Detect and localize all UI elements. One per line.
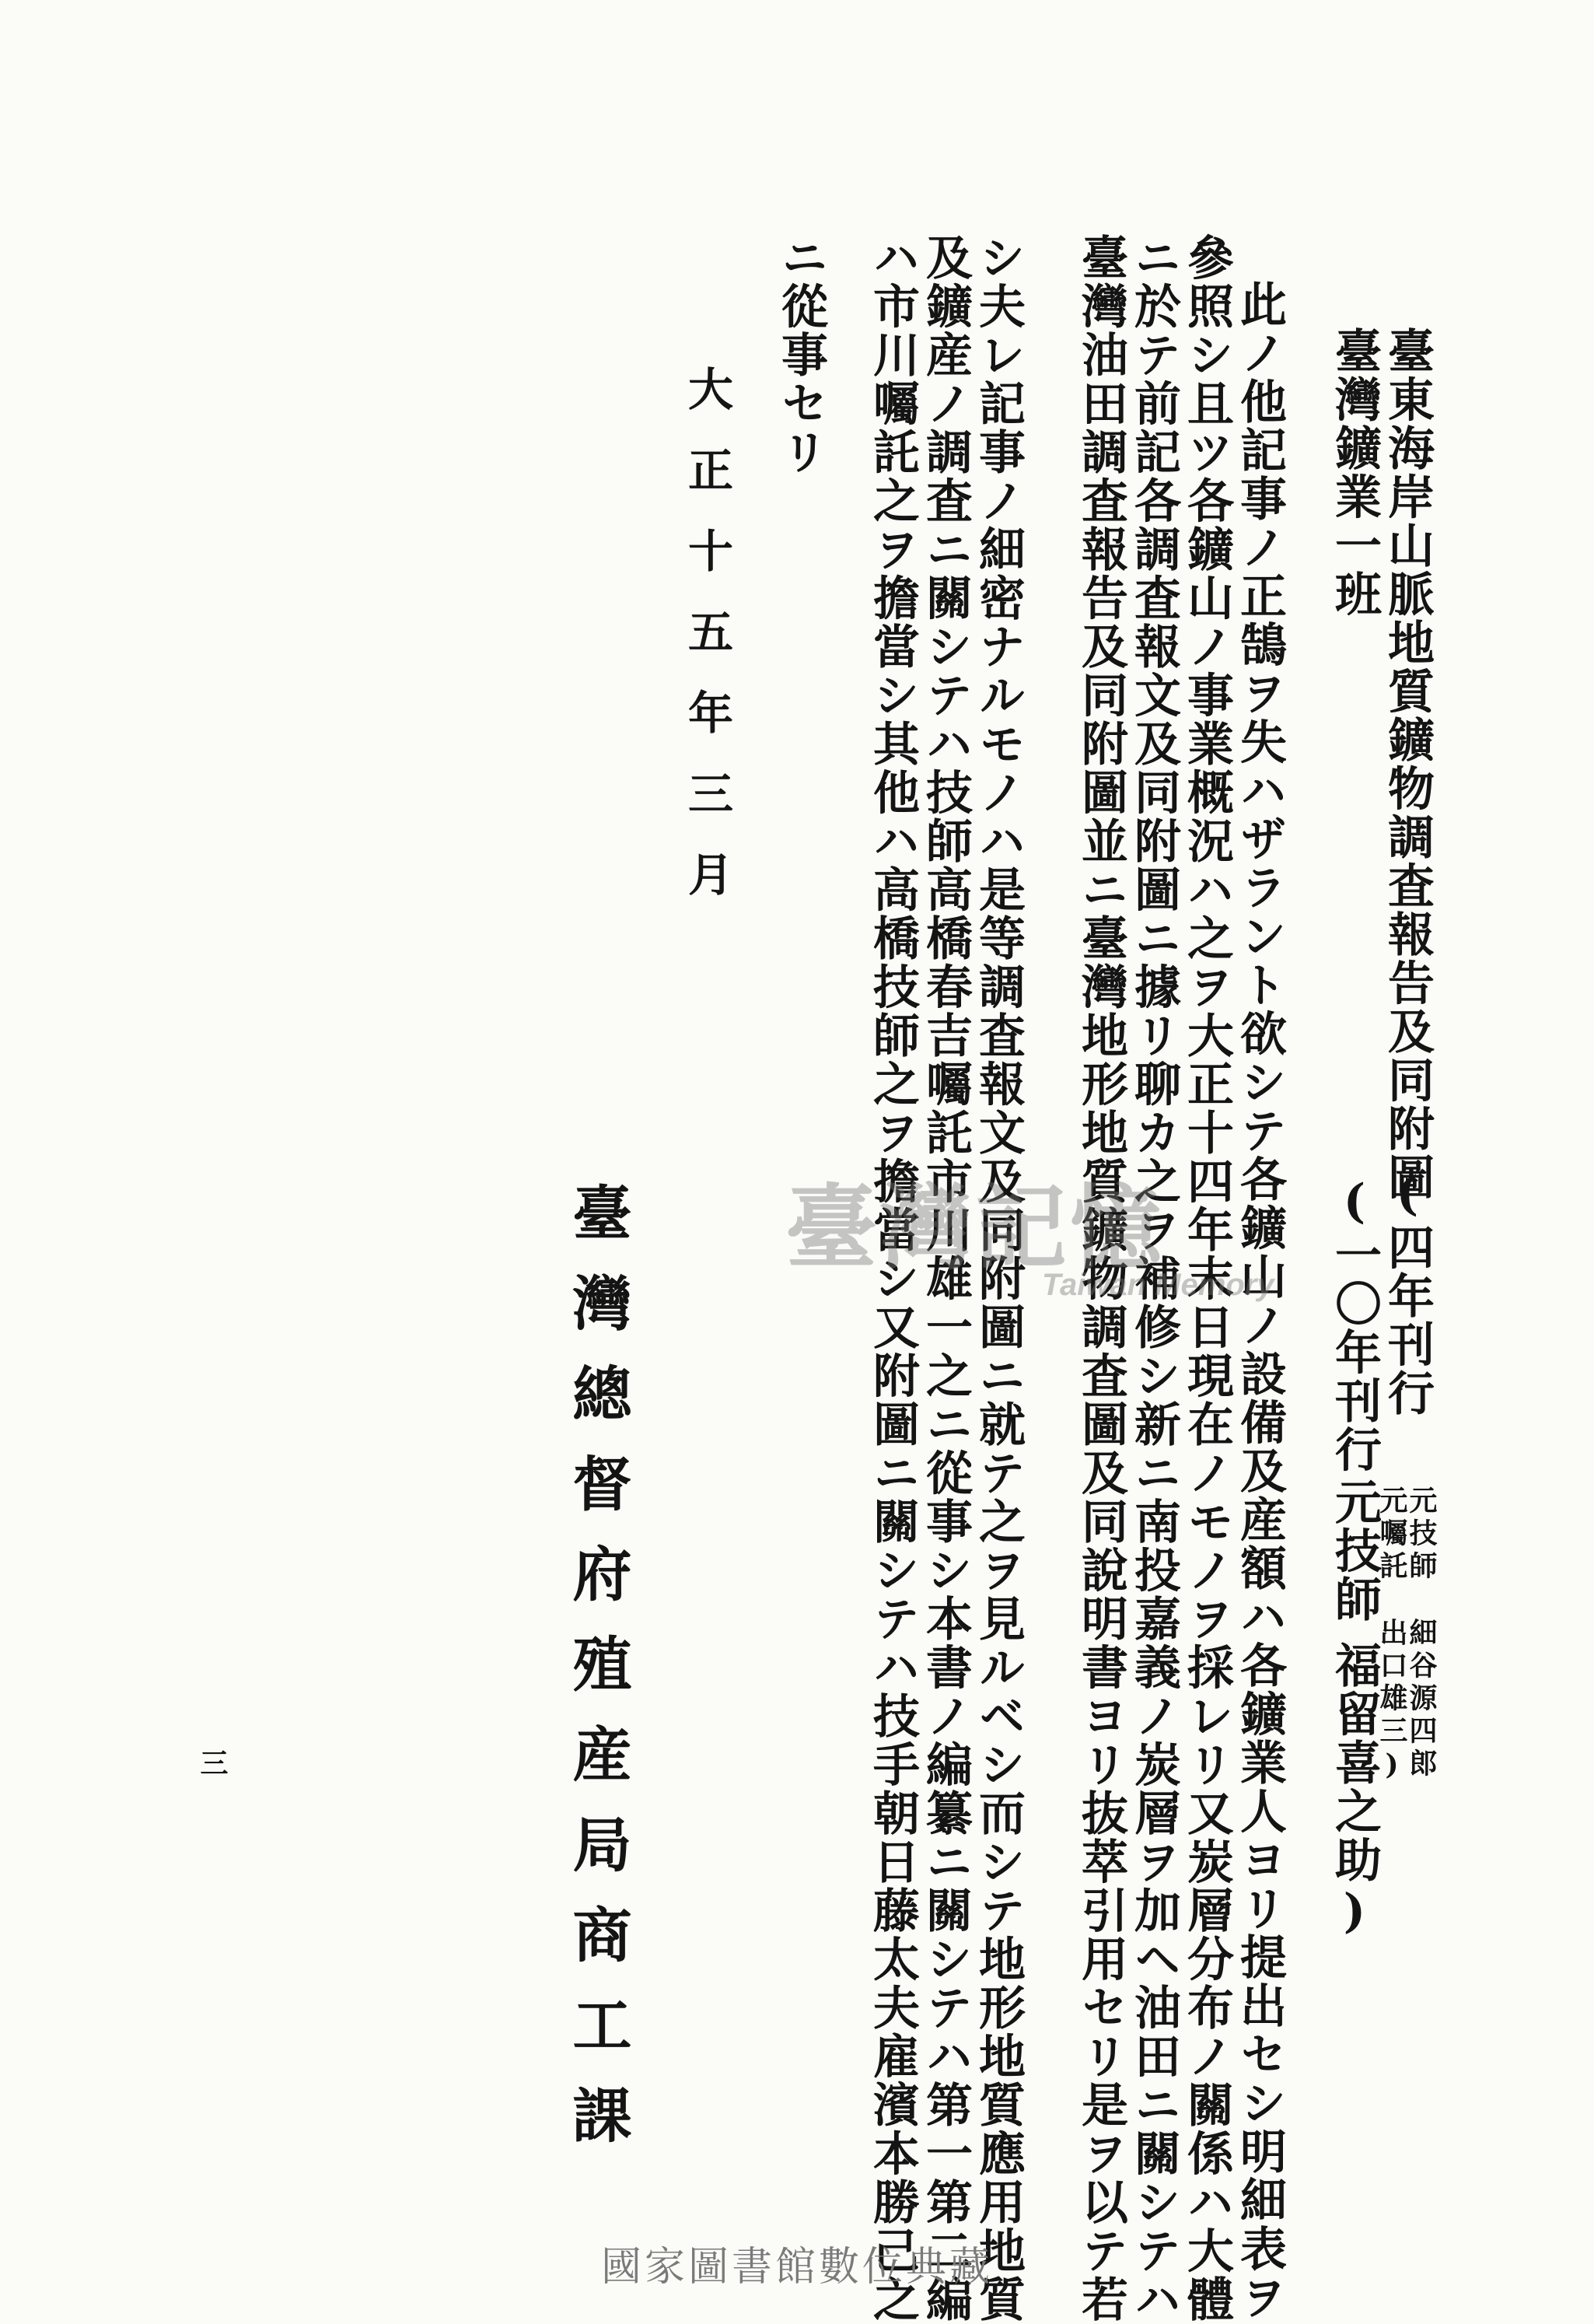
issuing-office: 臺灣總督府殖産局商工課 — [563, 1182, 632, 2175]
text-column-1: 臺東海岸山脈地質鑛物調査報告及同附圖 — [1380, 327, 1435, 1202]
text-column-8: 及鑛産ノ調査ニ關シテハ技師高橋春吉囑託市川雄一之ニ從事シ本書ノ編纂ニ關シテハ第一第二編 — [918, 233, 973, 2324]
watermark-english: Taiwan Memory — [1042, 1268, 1274, 1302]
text-column-10: ニ從事セリ — [774, 233, 828, 477]
reference-1-author2-role: 元囑託 — [1376, 1486, 1408, 1584]
publication-date: 大正十五年三月 — [680, 366, 733, 932]
footer-collection-label: 國家圖書館數位典藏 — [600, 2244, 993, 2291]
text-column-6: 臺灣油田調査報告及同附圖並ニ臺灣地形地質鑛物調査圖及同說明書ヨリ抜萃引用セリ是ヲ以テ若 — [1074, 233, 1128, 2324]
text-column-9: ハ市川囑託之ヲ擔當シ其他ハ高橋技師之ヲ擔當シ又附圖ニ關シテハ技手朝日藤太夫雇濱本勝己之 — [865, 233, 920, 2324]
text-column-2: 臺灣鑛業一班 — [1327, 327, 1382, 618]
reference-1-author-name: 細谷源四郎 — [1405, 1618, 1438, 1781]
text-column-3: 此ノ他記事ノ正鵠ヲ失ハザラント欲シテ各鑛山ノ設備及産額ハ各鑛業人ヨリ提出セシ明細表ヲ — [1232, 280, 1287, 2322]
reference-1-author-role: 元技師 — [1405, 1486, 1438, 1584]
reference-1-author2-name: 出口雄三) — [1376, 1618, 1408, 1786]
text-column-4: 參照シ且ツ各鑛山ノ事業概況ハ之ヲ大正十四年末日現在ノモノヲ採レリ又炭層分布ノ關係ハ大體 — [1180, 233, 1234, 2324]
text-column-5: ニ於テ前記各調査報文及同附圖ニ據リ聊カ之ヲ補修シ新ニ南投嘉義ノ炭層ヲ加ヘ油田ニ關シテハ — [1127, 233, 1181, 2324]
reference-2-year: (一〇年刊行 — [1327, 1174, 1382, 1474]
text-column-7: シ夫レ記事ノ細密ナルモノハ是等調査報文及同附圖ニ就テ之ヲ見ルベシ而シテ地形地質應用地質 — [971, 233, 1026, 2324]
reference-2-author-role: 元技師 — [1327, 1478, 1382, 1624]
reference-2-author-name: 福留喜之助) — [1327, 1641, 1382, 1941]
watermark-text: 臺灣記憶 — [785, 1174, 1166, 1282]
page-number: 三 — [196, 1748, 229, 1776]
reference-1-year: (四年刊行 — [1380, 1167, 1435, 1418]
